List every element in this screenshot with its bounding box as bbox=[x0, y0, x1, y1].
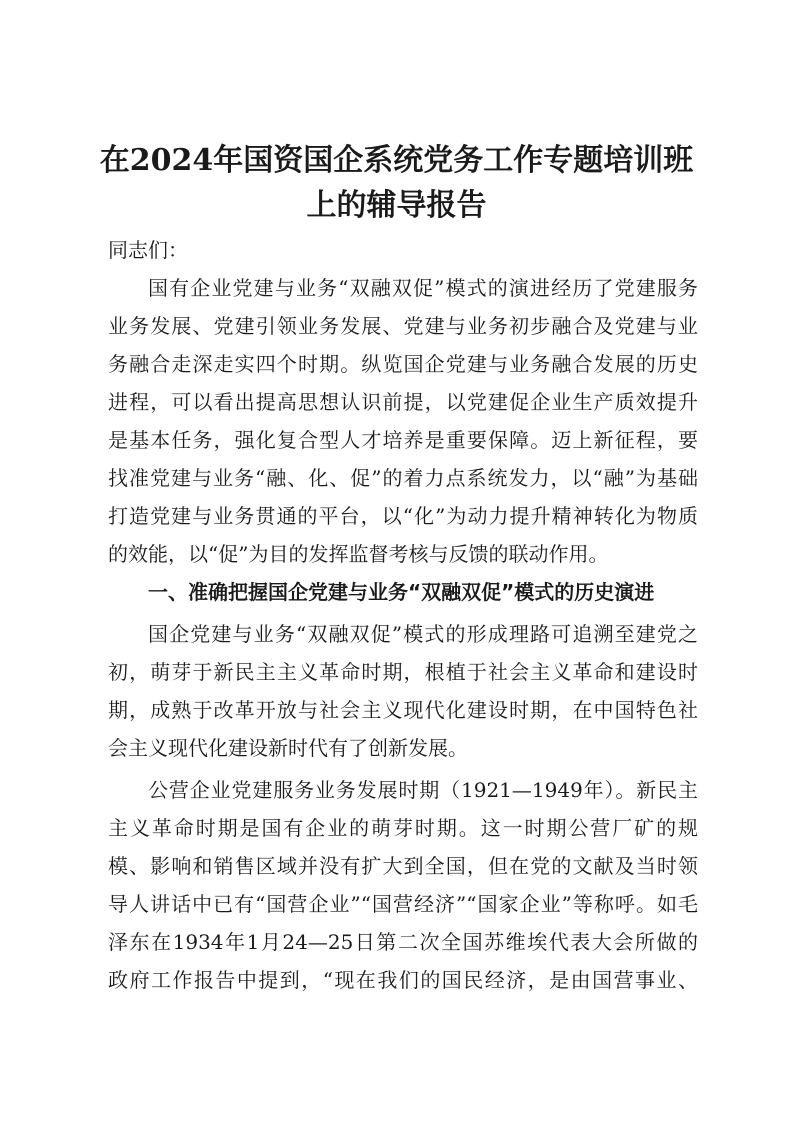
paragraph-line: 业务发展、党建引领业务发展、党建与业务初步融合及党建与业 bbox=[108, 314, 698, 338]
section-heading: 一、准确把握国企党建与业务“双融双促”模式的历史演进 bbox=[148, 580, 655, 604]
paragraph-line: 是基本任务，强化复合型人才培养是重要保障。迈上新征程，要 bbox=[108, 428, 698, 452]
paragraph-line: 泽东在1934年1月24—25日第二次全国苏维埃代表大会所做的 bbox=[108, 930, 698, 954]
document-title-line-1: 在2024年国资国企系统党务工作专题培训班 bbox=[99, 143, 694, 178]
paragraph-line: 打造党建与业务贯通的平台，以“化”为动力提升精神转化为物质 bbox=[108, 504, 698, 528]
document-title-line-2: 上的辅导报告 bbox=[306, 188, 487, 223]
paragraph-line: 的效能，以“促”为目的发挥监督考核与反馈的联动作用。 bbox=[108, 542, 609, 566]
paragraph-line: 务融合走深走实四个时期。纵览国企党建与业务融合发展的历史 bbox=[108, 352, 698, 376]
paragraph-line: 政府工作报告中提到，“现在我们的国民经济，是由国营事业、 bbox=[108, 968, 698, 992]
paragraph-line: 找准党建与业务“融、化、促”的着力点系统发力，以“融”为基础 bbox=[108, 466, 698, 490]
paragraph-line: 会主义现代化建设新时代有了创新发展。 bbox=[108, 736, 468, 760]
paragraph-line: 期，成熟于改革开放与社会主义现代化建设时期，在中国特色社 bbox=[108, 698, 698, 722]
salutation: 同志们： bbox=[108, 238, 188, 262]
paragraph-line: 公营企业党建服务业务发展时期（1921—1949年）。新民主 bbox=[148, 778, 698, 802]
paragraph-line: 导人讲话中已有“国营企业”“国营经济”“国家企业”等称呼。如毛 bbox=[108, 892, 698, 916]
paragraph-line: 国企党建与业务“双融双促”模式的形成理路可追溯至建党之 bbox=[148, 622, 698, 646]
paragraph-line: 初，萌芽于新民主主义革命时期，根植于社会主义革命和建设时 bbox=[108, 660, 698, 684]
paragraph-line: 主义革命时期是国有企业的萌芽时期。这一时期公营厂矿的规 bbox=[108, 816, 698, 840]
paragraph-line: 模、影响和销售区域并没有扩大到全国，但在党的文献及当时领 bbox=[108, 854, 698, 878]
paragraph-line: 国有企业党建与业务“双融双促”模式的演进经历了党建服务 bbox=[148, 276, 698, 300]
paragraph-line: 进程，可以看出提高思想认识前提，以党建促企业生产质效提升 bbox=[108, 390, 698, 414]
